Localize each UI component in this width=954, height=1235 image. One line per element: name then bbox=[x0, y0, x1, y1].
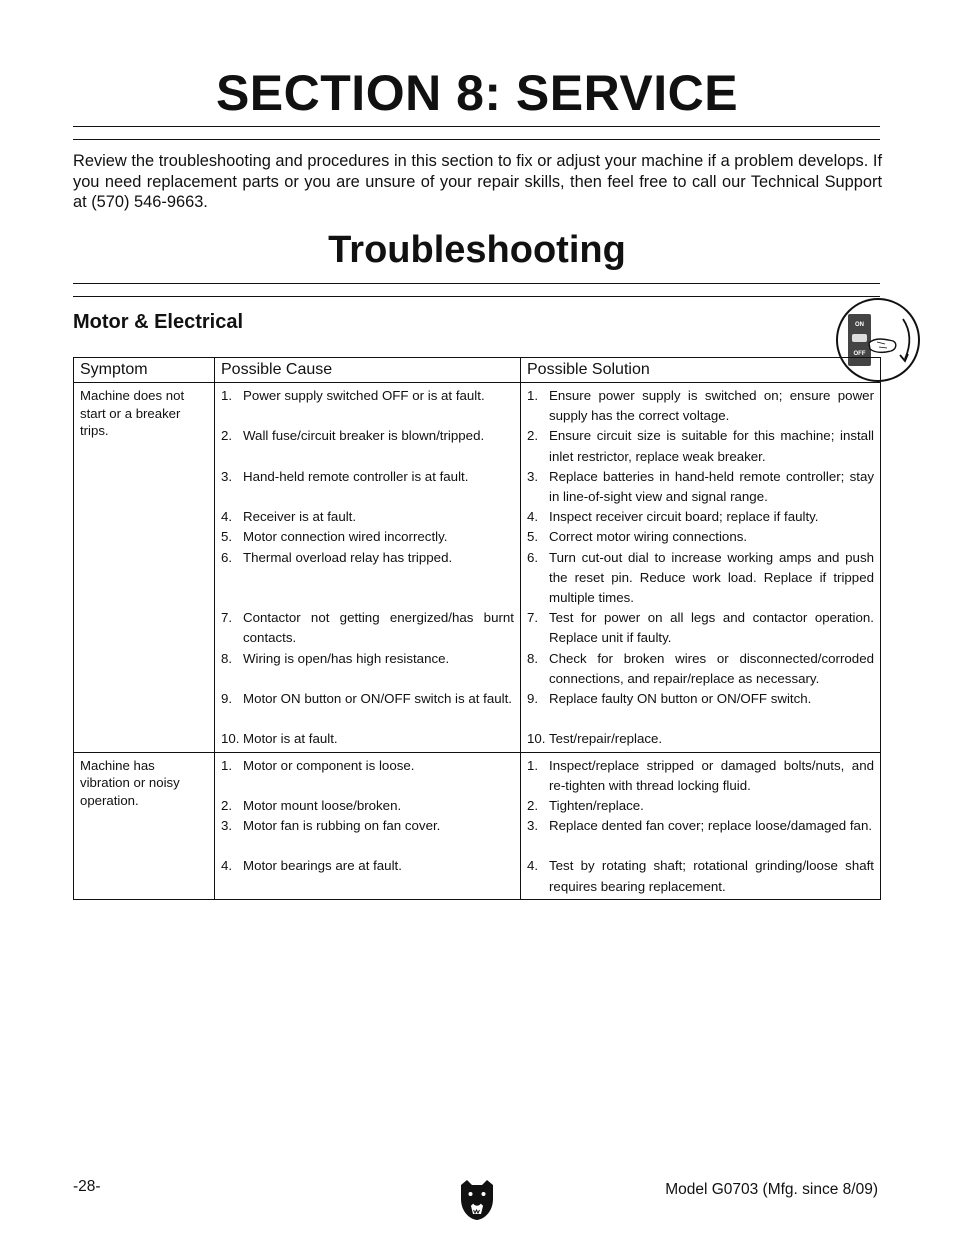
list-item: 6. Turn cut-out dial to increase working amps and push the reset pin. Reduce work load. Replace if tripped multiple times. bbox=[527, 549, 874, 605]
troubleshooting-rule-bottom bbox=[73, 296, 880, 297]
list-item: 10. Motor is at fault. bbox=[221, 731, 338, 747]
list-item: 3. Replace batteries in hand-held remote controller; stay in line-of-sight view and signal range. bbox=[527, 468, 874, 504]
list-item: 3. Motor fan is rubbing on fan cover. bbox=[221, 818, 441, 834]
header-possible-solution: Possible Solution bbox=[521, 358, 881, 383]
list-item: 2. Wall fuse/circuit breaker is blown/tripped. bbox=[221, 428, 485, 444]
causes-cell bbox=[215, 383, 521, 753]
table-row bbox=[74, 752, 881, 899]
list-item: 7. Test for power on all legs and contactor operation. Replace unit if faulty. bbox=[527, 610, 874, 646]
list-item: 8. Check for broken wires or disconnected/corroded connections, and repair/replace as necessary. bbox=[527, 650, 874, 686]
motor-electrical-heading: Motor & Electrical bbox=[73, 311, 244, 333]
troubleshooting-table bbox=[73, 357, 881, 900]
list-item: 6. Thermal overload relay has tripped. bbox=[221, 549, 453, 565]
title-rule-top bbox=[73, 126, 880, 127]
solutions-cell bbox=[521, 383, 881, 753]
list-item: 8. Wiring is open/has high resistance. bbox=[221, 650, 450, 666]
model-label: Model G0703 (Mfg. since 8/09) bbox=[665, 1181, 878, 1198]
list-item: 1. Power supply switched OFF or is at fault. bbox=[221, 388, 485, 403]
symptom-cell: Machine has vibration or noisy operation. bbox=[74, 752, 215, 899]
list-item: 1. Motor or component is loose. bbox=[221, 757, 415, 773]
troubleshooting-rule-top bbox=[73, 283, 880, 284]
list-item: 9. Replace faulty ON button or ON/OFF switch. bbox=[527, 690, 812, 706]
list-item: 2. Ensure circuit size is suitable for this machine; install inlet restrictor, replace weak breaker. bbox=[527, 428, 874, 464]
list-item: 2. Motor mount loose/broken. bbox=[221, 797, 402, 813]
table-row bbox=[74, 383, 881, 753]
title-rule-bottom bbox=[73, 139, 880, 140]
bear-logo-icon bbox=[458, 1177, 496, 1221]
list-item: 5. Motor connection wired incorrectly. bbox=[221, 529, 448, 545]
intro-paragraph: Review the troubleshooting and procedures in this section to fix or adjust your machine if a problem develops. If you need replacement parts or you are unsure of your repair skills, then feel free to call our Technical Support at (570) 546-9663. bbox=[73, 152, 882, 211]
list-item: 3. Replace dented fan cover; replace loose/damaged fan. bbox=[527, 818, 873, 834]
switch-on-label: ON bbox=[855, 322, 864, 328]
switch-off-label: OFF bbox=[853, 351, 866, 357]
list-item: 7. Contactor not getting energized/has burnt contacts. bbox=[221, 610, 514, 646]
list-item: 3. Hand-held remote controller is at fault. bbox=[221, 468, 469, 484]
list-item: 4. Test by rotating shaft; rotational grinding/loose shaft requires bearing replacement. bbox=[527, 858, 874, 894]
page-number: -28- bbox=[73, 1178, 101, 1195]
header-symptom: Symptom bbox=[74, 358, 215, 383]
list-item: 10. Test/repair/replace. bbox=[527, 731, 663, 747]
header-possible-cause: Possible Cause bbox=[215, 358, 521, 383]
list-item: 4. Motor bearings are at fault. bbox=[221, 858, 402, 874]
list-item: 1. Ensure power supply is switched on; ensure power supply has the correct voltage. bbox=[527, 388, 874, 424]
symptom-cell: Machine does not start or a breaker trips. bbox=[74, 383, 215, 753]
list-item: 2. Tighten/replace. bbox=[527, 797, 644, 813]
list-item: 4. Receiver is at fault. bbox=[221, 509, 357, 525]
table-header-row bbox=[74, 358, 881, 383]
troubleshooting-title: Troubleshooting bbox=[328, 229, 626, 271]
list-item: 4. Inspect receiver circuit board; replace if faulty. bbox=[527, 509, 819, 525]
list-item: 5. Correct motor wiring connections. bbox=[527, 529, 748, 545]
causes-cell bbox=[215, 752, 521, 899]
list-item: 9. Motor ON button or ON/OFF switch is at fault. bbox=[221, 690, 512, 706]
solutions-cell bbox=[521, 752, 881, 899]
section-title: SECTION 8: SERVICE bbox=[215, 65, 739, 121]
list-item: 1. Inspect/replace stripped or damaged bolts/nuts, and re-tighten with thread locking fluid. bbox=[527, 757, 874, 793]
